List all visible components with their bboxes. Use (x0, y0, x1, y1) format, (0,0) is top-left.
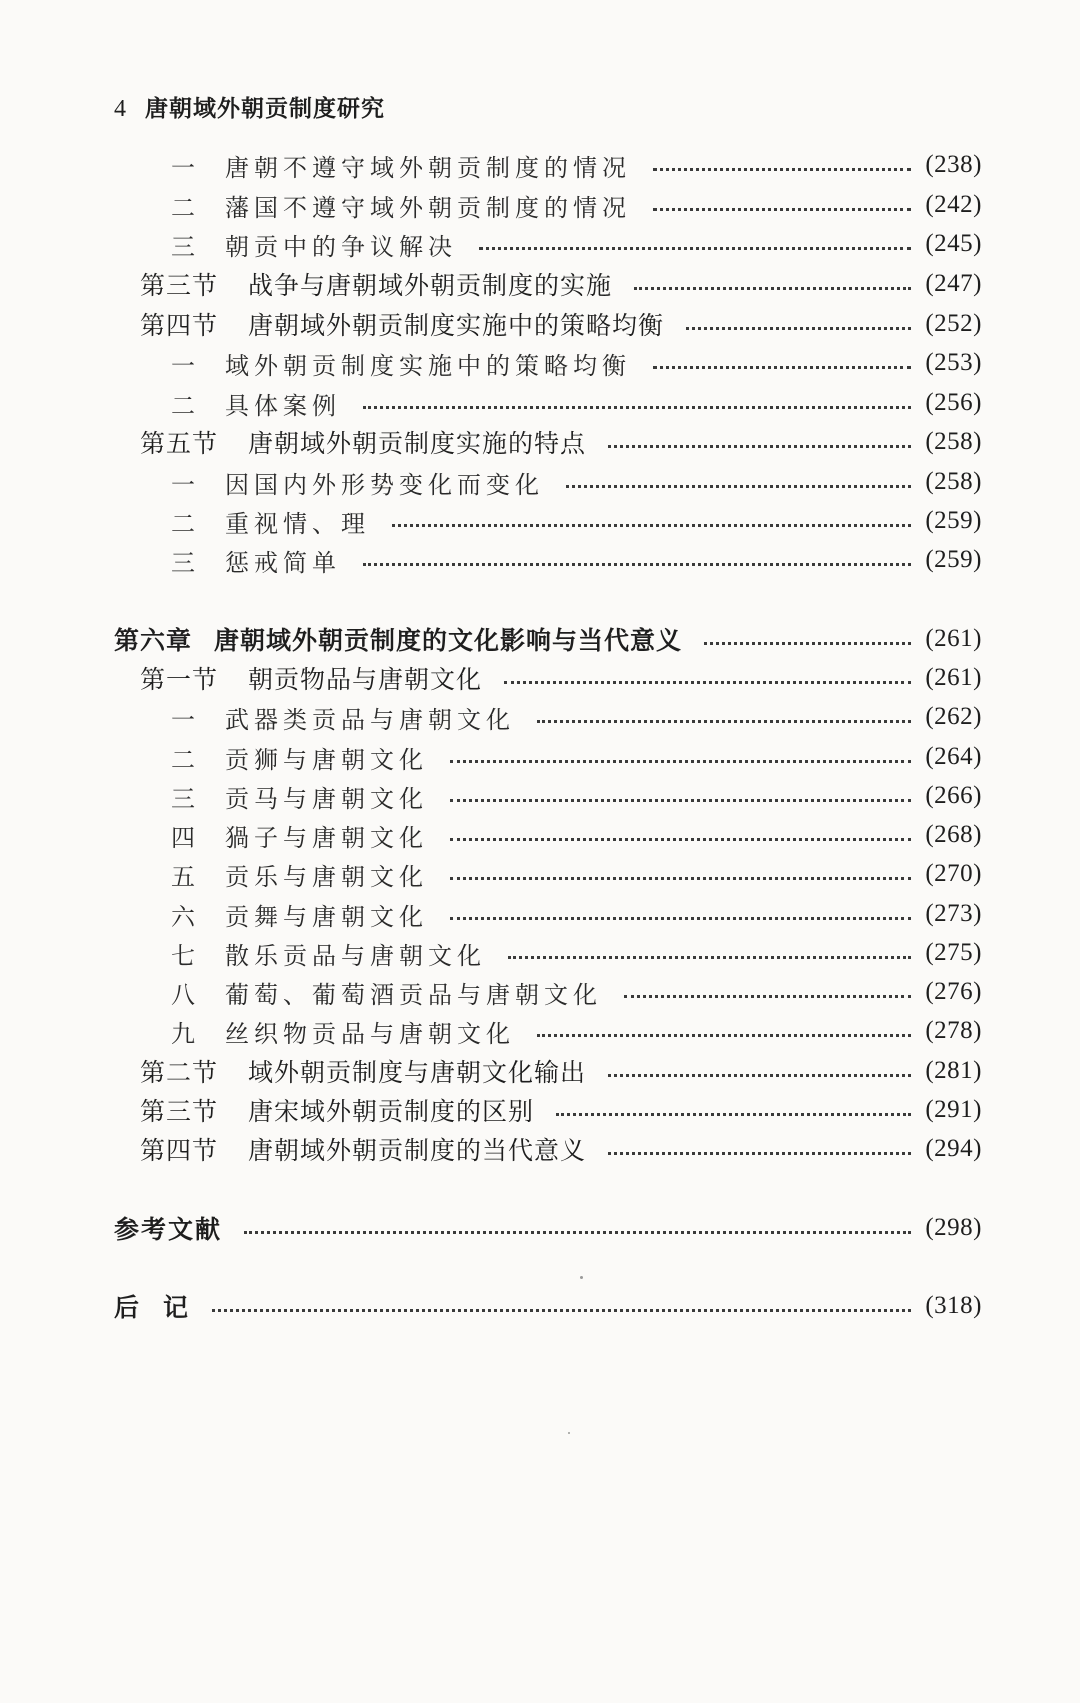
toc-entry-number: 第二节 (140, 1058, 219, 1087)
toc-entry[interactable] (171, 188, 982, 222)
toc-entry-title: 唐朝域外朝贡制度的文化影响与当代意义 (214, 626, 683, 655)
toc-entry-page: (268) (925, 821, 982, 848)
toc-entry[interactable] (171, 227, 982, 261)
dot-leader (608, 1074, 911, 1077)
toc-entry-title: 域外朝贡制度实施中的策略均衡 (225, 351, 631, 380)
toc-entry-page: (275) (925, 939, 982, 966)
toc-entry[interactable] (140, 307, 982, 341)
dot-leader (450, 917, 911, 920)
toc-entry-page: (253) (925, 349, 982, 376)
dot-leader (479, 247, 911, 250)
dot-leader (508, 956, 911, 959)
toc-entry-page: (270) (925, 860, 982, 887)
toc-entry-page: (264) (925, 743, 982, 770)
toc-entry-title: 惩戒简单 (225, 548, 341, 577)
toc-entry-title: 战争与唐朝域外朝贡制度的实施 (248, 271, 613, 300)
toc-entry-title: 武器类贡品与唐朝文化 (225, 705, 515, 734)
toc-entry-page: (256) (925, 389, 982, 416)
toc-entry-afterword[interactable] (114, 1289, 982, 1323)
dot-leader (363, 406, 911, 409)
toc-entry-number: 四 (171, 823, 195, 852)
dot-leader (212, 1309, 911, 1312)
header-book-title: 唐朝域外朝贡制度研究 (145, 96, 385, 122)
dot-leader (450, 838, 911, 841)
toc-entry[interactable] (171, 346, 982, 380)
toc-entry-number: 二 (171, 391, 195, 420)
toc-entry-number: 第五节 (140, 429, 219, 458)
toc-entry-title: 猧子与唐朝文化 (225, 823, 428, 852)
dot-leader (392, 524, 911, 527)
dot-leader (634, 287, 911, 290)
toc-entry-page: (245) (925, 230, 982, 257)
dot-leader (704, 642, 911, 645)
toc-entry-number: 第四节 (140, 311, 219, 340)
toc-entry-page: (262) (925, 703, 982, 730)
toc-entry[interactable] (171, 148, 982, 182)
toc-entry-number: 八 (171, 980, 195, 1009)
toc-entry-page: (294) (925, 1135, 982, 1162)
toc-entry-title: 葡萄、葡萄酒贡品与唐朝文化 (225, 980, 602, 1009)
toc-entry-title: 后记 (114, 1293, 213, 1322)
toc-entry-title: 朝贡物品与唐朝文化 (248, 665, 483, 694)
dot-leader (566, 485, 911, 488)
toc-entry-number: 七 (171, 941, 195, 970)
toc-entry-title: 贡狮与唐朝文化 (225, 745, 428, 774)
toc-entry[interactable] (171, 465, 982, 499)
toc-entry[interactable] (171, 504, 982, 538)
toc-entry-title: 藩国不遵守域外朝贡制度的情况 (225, 193, 631, 222)
toc-entry-page: (238) (925, 151, 982, 178)
toc-entry[interactable] (171, 897, 982, 931)
toc-entry-page: (266) (925, 782, 982, 809)
toc-entry-title: 因国内外形势变化而变化 (225, 470, 544, 499)
dot-leader (608, 445, 911, 448)
toc-entry[interactable] (171, 936, 982, 970)
toc-entry-title: 朝贡中的争议解决 (225, 232, 457, 261)
dot-leader (653, 168, 911, 171)
toc-entry-page: (318) (925, 1292, 982, 1319)
toc-entry-title: 唐朝域外朝贡制度的当代意义 (248, 1136, 587, 1165)
dot-leader (686, 327, 911, 330)
toc-entry-number: 六 (171, 902, 195, 931)
toc-entry[interactable] (140, 1093, 982, 1127)
toc-entry-page: (278) (925, 1017, 982, 1044)
toc-entry-page: (273) (925, 900, 982, 927)
toc-entry-page: (259) (925, 507, 982, 534)
toc-entry-number: 一 (171, 351, 195, 380)
toc-entry-number: 五 (171, 862, 195, 891)
header-page-number: 4 (114, 96, 127, 122)
running-header (114, 90, 385, 123)
toc-entry[interactable] (171, 543, 982, 577)
toc-entry-number: 二 (171, 509, 195, 538)
toc-entry[interactable] (171, 700, 982, 734)
toc-entry-title: 具体案例 (225, 391, 341, 420)
print-speck (568, 1432, 570, 1434)
dot-leader (556, 1113, 911, 1116)
dot-leader (608, 1152, 911, 1155)
toc-entry-title: 唐朝域外朝贡制度实施的特点 (248, 429, 587, 458)
toc-entry-number: 九 (171, 1019, 195, 1048)
dot-leader (244, 1231, 911, 1234)
toc-entry-number: 第四节 (140, 1136, 219, 1165)
toc-entry-page: (291) (925, 1096, 982, 1123)
toc-entry-page: (281) (925, 1057, 982, 1084)
toc-entry-page: (259) (925, 546, 982, 573)
toc-entry-title: 贡舞与唐朝文化 (225, 902, 428, 931)
toc-entry-title: 唐朝域外朝贡制度实施中的策略均衡 (248, 311, 665, 340)
toc-entry-number: 一 (171, 470, 195, 499)
toc-entry-page: (242) (925, 191, 982, 218)
toc-entry[interactable] (140, 267, 982, 301)
toc-entry-number: 第三节 (140, 271, 219, 300)
toc-entry[interactable] (140, 661, 982, 695)
toc-entry-title: 贡马与唐朝文化 (225, 784, 428, 813)
toc-entry-title: 贡乐与唐朝文化 (225, 862, 428, 891)
toc-entry-title: 域外朝贡制度与唐朝文化输出 (248, 1058, 587, 1087)
dot-leader (537, 1034, 911, 1037)
dot-leader (537, 720, 911, 723)
toc-entry-number: 第一节 (140, 665, 219, 694)
dot-leader (653, 366, 911, 369)
toc-entry-page: (261) (925, 664, 982, 691)
dot-leader (450, 760, 911, 763)
toc-entry-number: 二 (171, 745, 195, 774)
toc-entry-number: 一 (171, 705, 195, 734)
toc-entry-number: 一 (171, 153, 195, 182)
toc-entry[interactable] (140, 425, 982, 459)
dot-leader (363, 563, 911, 566)
toc-entry-page: (276) (925, 978, 982, 1005)
toc-entry-title: 唐朝不遵守域外朝贡制度的情况 (225, 153, 631, 182)
dot-leader (504, 681, 911, 684)
toc-entry-page: (252) (925, 310, 982, 337)
toc-entry[interactable] (140, 1132, 982, 1166)
toc-entry-number: 三 (171, 232, 195, 261)
toc-entry-page: (258) (925, 428, 982, 455)
toc-entry-number: 第三节 (140, 1097, 219, 1126)
toc-entry-page: (261) (925, 625, 982, 652)
toc-entry[interactable] (171, 740, 982, 774)
toc-entry-number: 三 (171, 548, 195, 577)
dot-leader (624, 995, 911, 998)
toc-entry-number: 第六章 (114, 626, 193, 655)
toc-entry[interactable] (171, 975, 982, 1009)
toc-entry-title: 丝织物贡品与唐朝文化 (225, 1019, 515, 1048)
toc-entry-number: 三 (171, 784, 195, 813)
toc-entry[interactable] (171, 386, 982, 420)
toc-entry[interactable] (140, 1054, 982, 1088)
toc-entry-title: 散乐贡品与唐朝文化 (225, 941, 486, 970)
toc-entry[interactable] (114, 622, 982, 656)
toc-entry-page: (247) (925, 270, 982, 297)
dot-leader (450, 799, 911, 802)
dot-leader (450, 877, 911, 880)
toc-entry-page: (298) (925, 1214, 982, 1241)
toc-entry-references[interactable] (114, 1211, 982, 1245)
print-speck (580, 1276, 583, 1279)
toc-entry-title: 参考文献 (114, 1215, 223, 1244)
toc-entry[interactable] (171, 779, 982, 813)
toc-entry[interactable] (171, 857, 982, 891)
toc-entry-number: 二 (171, 193, 195, 222)
dot-leader (653, 208, 911, 211)
toc-entry-title: 重视情、理 (225, 509, 370, 538)
toc-entry-title: 唐宋域外朝贡制度的区别 (248, 1097, 535, 1126)
toc-entry[interactable] (171, 818, 982, 852)
toc-entry[interactable] (171, 1014, 982, 1048)
toc-entry-page: (258) (925, 468, 982, 495)
